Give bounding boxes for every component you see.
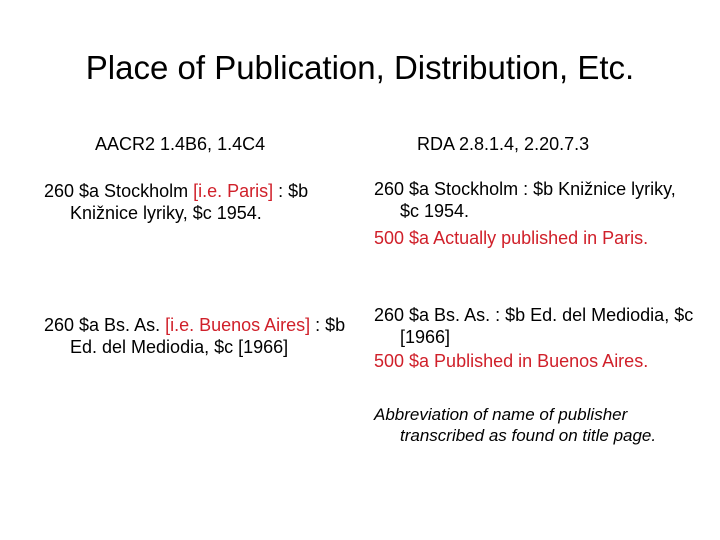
field-text: 260 $a Bs. As.	[44, 315, 166, 335]
aacr2-entry-buenos-aires	[44, 314, 360, 358]
rda-field-500-paris: 500 $a Actually published in Paris.	[374, 228, 649, 248]
interpolation-paris: [i.e. Paris]	[193, 181, 274, 201]
rda-entry-stockholm	[374, 178, 694, 249]
field-text: 260 $a Stockholm	[44, 181, 194, 201]
slide-title: Place of Publication, Distribution, Etc.	[85, 49, 635, 86]
aacr2-field-260-stockholm	[44, 180, 364, 224]
field-text: : $b Ed. del Mediodia, $c [1966]	[70, 315, 346, 357]
rda-note	[374, 404, 674, 446]
aacr2-field-260-buenos-aires	[44, 314, 360, 358]
rda-entry-buenos-aires	[374, 304, 694, 372]
interpolation-buenos-aires: [i.e. Buenos Aires]	[165, 315, 311, 335]
aacr2-heading: AACR2 1.4B6, 1.4C4	[95, 134, 266, 154]
rda-field-500-buenos-aires: 500 $a Published in Buenos Aires.	[374, 351, 649, 371]
rda-field-260-buenos-aires: 260 $a Bs. As. : $b Ed. del Mediodia, $c [1966]	[374, 305, 694, 347]
aacr2-entry-stockholm	[44, 180, 364, 224]
rda-heading: RDA 2.8.1.4, 2.20.7.3	[417, 134, 590, 154]
field-text: : $b Knižnice lyriky, $c 1954.	[70, 181, 309, 223]
rda-field-260-stockholm: 260 $a Stockholm : $b Knižnice lyriky, $c 1954.	[374, 179, 676, 221]
publisher-note: Abbreviation of name of publisher transcribed as found on title page.	[374, 405, 657, 445]
